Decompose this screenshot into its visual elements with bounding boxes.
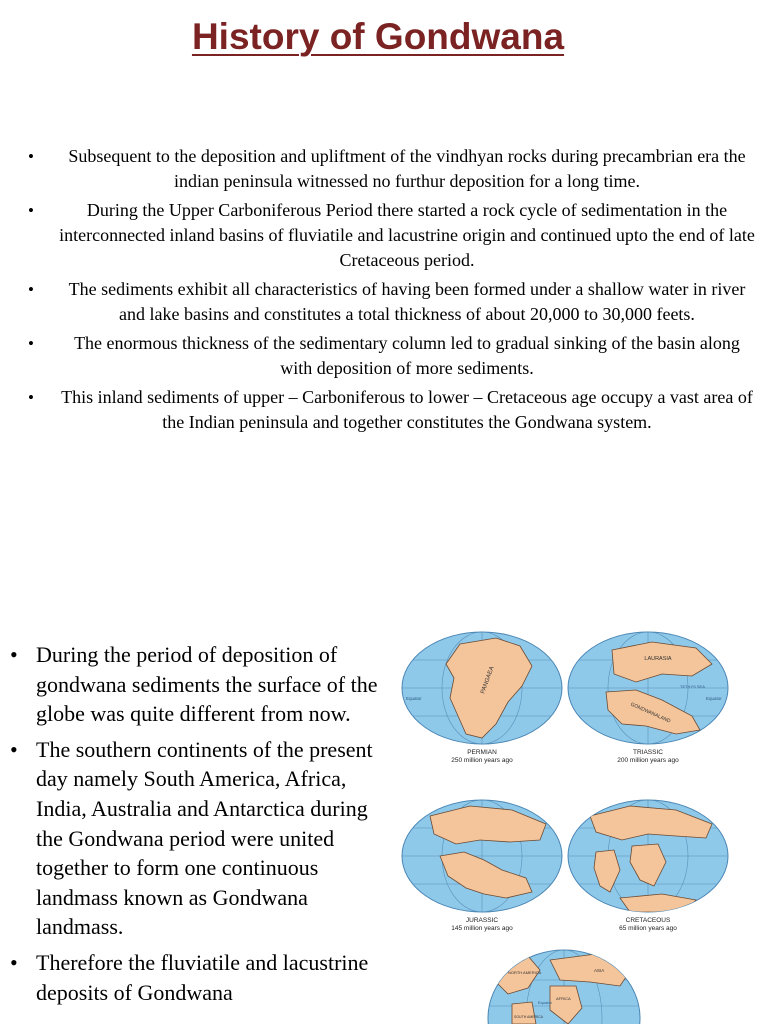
map-age: 250 million years ago: [451, 757, 513, 764]
map-period: TRIASSIC: [633, 749, 663, 756]
map-label: TETHYS SEA: [680, 684, 705, 689]
bullet-text: During the period of deposition of gondwana sediments the surface of the globe was quite different from now.: [36, 642, 378, 727]
bullet-icon: •: [28, 280, 34, 299]
list-item: [22, 385, 758, 435]
permian-map: [402, 632, 562, 764]
list-item: [6, 948, 400, 1007]
cretaceous-map: [568, 800, 728, 932]
continental-drift-figure: [400, 630, 740, 1024]
list-item: [22, 198, 758, 273]
list-item: [22, 277, 758, 327]
bullet-text: Therefore the fluviatile and lacustrine deposits of Gondwana: [36, 949, 369, 1005]
map-age: 145 million years ago: [451, 925, 513, 932]
bullet-text: The southern continents of the present day namely South America, Africa, India, Australia and Antarctica during the Gondwana period were united together to form one continuous landmass known as Gondwana landmass.: [36, 736, 373, 940]
map-age: 200 million years ago: [617, 757, 679, 764]
present-map: [488, 950, 640, 1024]
map-label: SOUTH AMERICA: [514, 1015, 543, 1019]
list-item: [6, 735, 400, 942]
map-label: Equator: [406, 696, 422, 701]
list-item: [22, 144, 758, 194]
bullet-text: During the Upper Carboniferous Period there started a rock cycle of sedimentation in the interconnected inland basins of fluviatile and lacustrine origin and continued upto the end of late Cretaceous period.: [59, 200, 755, 270]
south-america-landmass: [512, 1002, 536, 1024]
top-bullet-list: [22, 144, 758, 439]
map-label: PANGAEA: [480, 665, 496, 695]
bullet-icon: •: [10, 736, 18, 762]
page-title: History of Gondwana: [191, 16, 565, 57]
bullet-text: The sediments exhibit all characteristics of having been formed under a shallow water in river and lake basins and constitutes a total thickness of about 20,000 to 30,000 feets.: [68, 279, 746, 324]
map-age: 65 million years ago: [619, 925, 677, 932]
map-period: JURASSIC: [465, 917, 499, 924]
bullet-text: The enormous thickness of the sedimentary column led to gradual sinking of the basin along with deposition of more sediments.: [74, 333, 740, 378]
list-item: [6, 640, 400, 729]
map-label: Equator: [706, 696, 722, 701]
list-item: [22, 331, 758, 381]
bullet-icon: •: [10, 642, 18, 667]
triassic-map: [568, 632, 728, 764]
bullet-icon: •: [28, 334, 34, 353]
bullet-icon: •: [10, 949, 18, 975]
map-label: ASIA: [594, 968, 605, 973]
map-label: GONDWANALAND: [629, 701, 672, 725]
map-label: Equator: [538, 1000, 553, 1005]
bullet-text: Subsequent to the deposition and upliftment of the vindhyan rocks during precambrian era the indian peninsula witnessed no furthur deposition for a long time.: [68, 146, 746, 191]
bullet-icon: •: [28, 147, 34, 166]
map-label: AFRICA: [556, 996, 571, 1001]
bullet-icon: •: [28, 201, 34, 220]
bullet-text: This inland sediments of upper – Carboniferous to lower – Cretaceous age occupy a vast area of the Indian peninsula and together constitutes the Gondwana system.: [61, 387, 753, 432]
map-label: LAURASIA: [644, 656, 672, 662]
jurassic-map: [402, 800, 562, 932]
map-period: PERMIAN: [467, 749, 497, 756]
map-label: NORTH AMERICA: [508, 970, 542, 975]
bullet-icon: •: [28, 388, 34, 407]
map-period: CRETACEOUS: [625, 917, 671, 924]
bottom-bullet-list: [6, 640, 400, 1013]
